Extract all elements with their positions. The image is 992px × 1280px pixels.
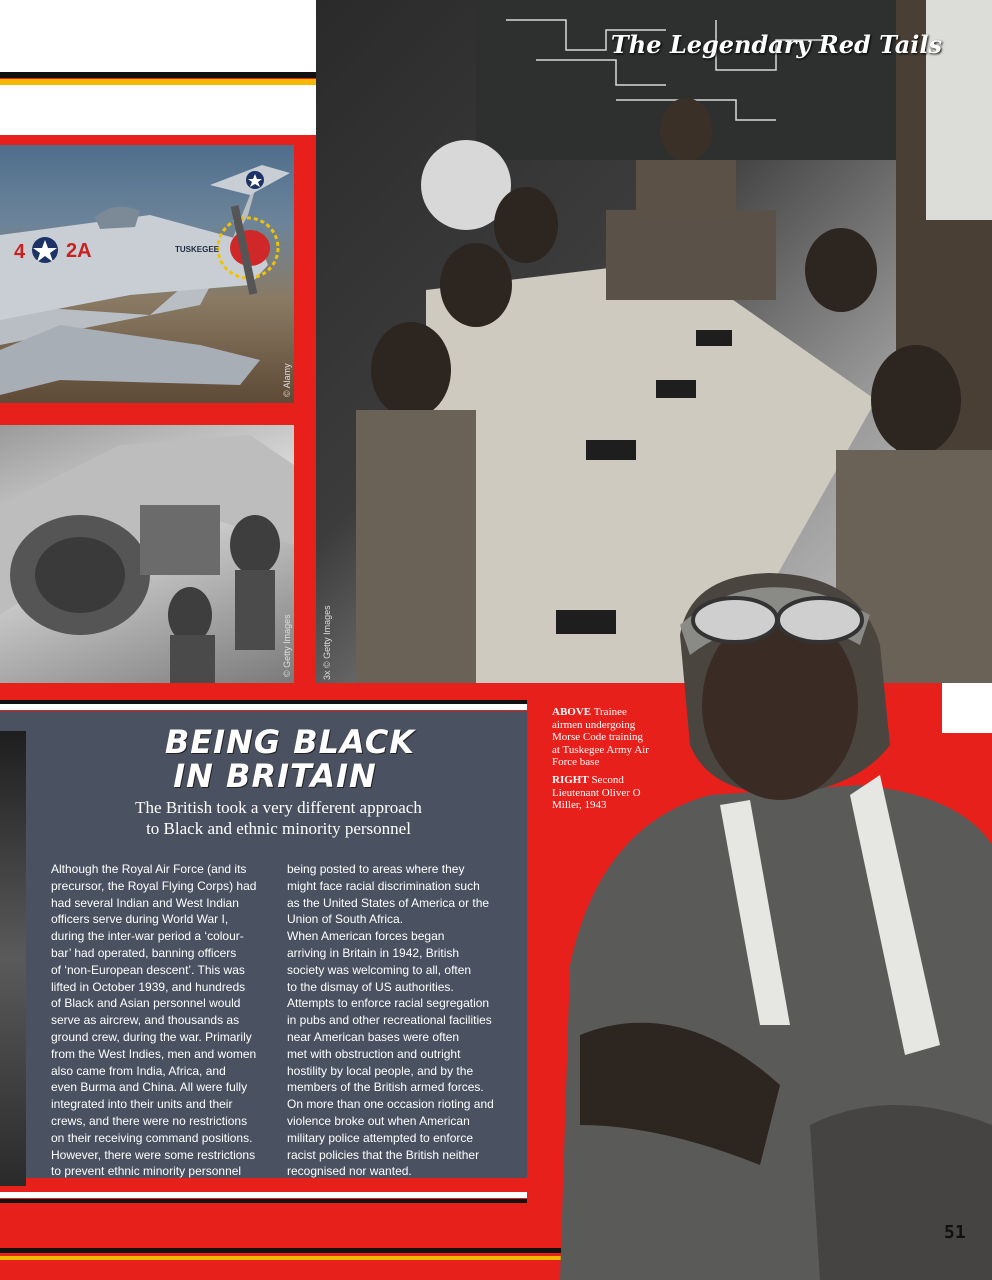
- footer-stripe-yellow: [0, 1256, 640, 1260]
- p51-mustang-illustration: [0, 145, 294, 403]
- caption-above-label: ABOVE: [552, 706, 592, 718]
- caption-above-text: Trainee airmen undergoing Morse Code training at Tuskegee Army Air Force base: [552, 706, 649, 768]
- engine-illustration: [0, 425, 294, 683]
- plane-nose-text: TUSKEGEE: [175, 245, 220, 254]
- stripe-black-top: [0, 72, 316, 78]
- ground-crew-engine-photo: [0, 425, 294, 683]
- portrait-strip-left: [0, 731, 26, 1186]
- credit-plane: © Alamy: [282, 363, 292, 397]
- credit-engine: © Getty Images: [282, 614, 292, 677]
- bottom-stripe-white: [0, 1192, 527, 1198]
- plane-fuselage-code: 2A: [66, 240, 92, 262]
- p51-mustang-photo: [0, 145, 294, 403]
- panel-stripe-white: [0, 704, 527, 710]
- standfirst-line1: The British took a very different approach: [135, 798, 422, 817]
- section-title-line2: IN BRITAIN: [173, 757, 377, 795]
- top-white-block: [0, 0, 316, 72]
- credit-classroom: 3x © Getty Images: [322, 605, 332, 680]
- bottom-stripe-black: [0, 1199, 527, 1203]
- plane-tail-code: 4: [14, 241, 26, 263]
- being-black-in-britain-panel: [0, 711, 527, 1178]
- airman-illustration: [560, 565, 992, 1280]
- standfirst-line2: to Black and ethnic minority personnel: [146, 819, 411, 838]
- body-column-1: Although the Royal Air Force (and its precursor, the Royal Flying Corps) had had several Indian and West Indian officers serve during World War I, during the inter-war period a ‘colour- bar’ had operated, banning officers of ‘non-European descent’. This was lifted in October 1939, and hundreds of Black and Asian personnel would serve as aircrew, and thousands as ground crew, during the war. Primarily from the West Indies, men and women also came from India, Africa, and even Burma and China. All were fully integrated into their units and their crews, and there were no restrictions on their receiving command positions. However, there were some restrictions to prevent ethnic minority personnel: [51, 862, 257, 1179]
- second-lieutenant-portrait: [560, 565, 992, 1280]
- section-title-line1: BEING BLACK: [164, 723, 416, 761]
- running-head: The Legendary Red Tails: [610, 30, 942, 59]
- stripe-white-gap: [0, 85, 316, 135]
- page-number: 51: [944, 1222, 966, 1243]
- caption-right-label: RIGHT: [552, 774, 589, 786]
- body-column-2: being posted to areas where they might face racial discrimination such as the United States of America or the Union of South Africa. When American forces began arriving in Britain in 1942, British society was welcoming to all, often to the dismay of US authorities. Attempts to enforce racial segregation in pubs and other recreational facilities near American bases were often met with obstruction and outright hostility by local people, and by the members of the British armed forces. On more than one occasion rioting and violence broke out when American military police attempted to enforce racist policies that the British neither recognised nor wanted.: [287, 862, 494, 1179]
- caption-right-text: Second Lieutenant Oliver O Miller, 1943: [552, 774, 641, 811]
